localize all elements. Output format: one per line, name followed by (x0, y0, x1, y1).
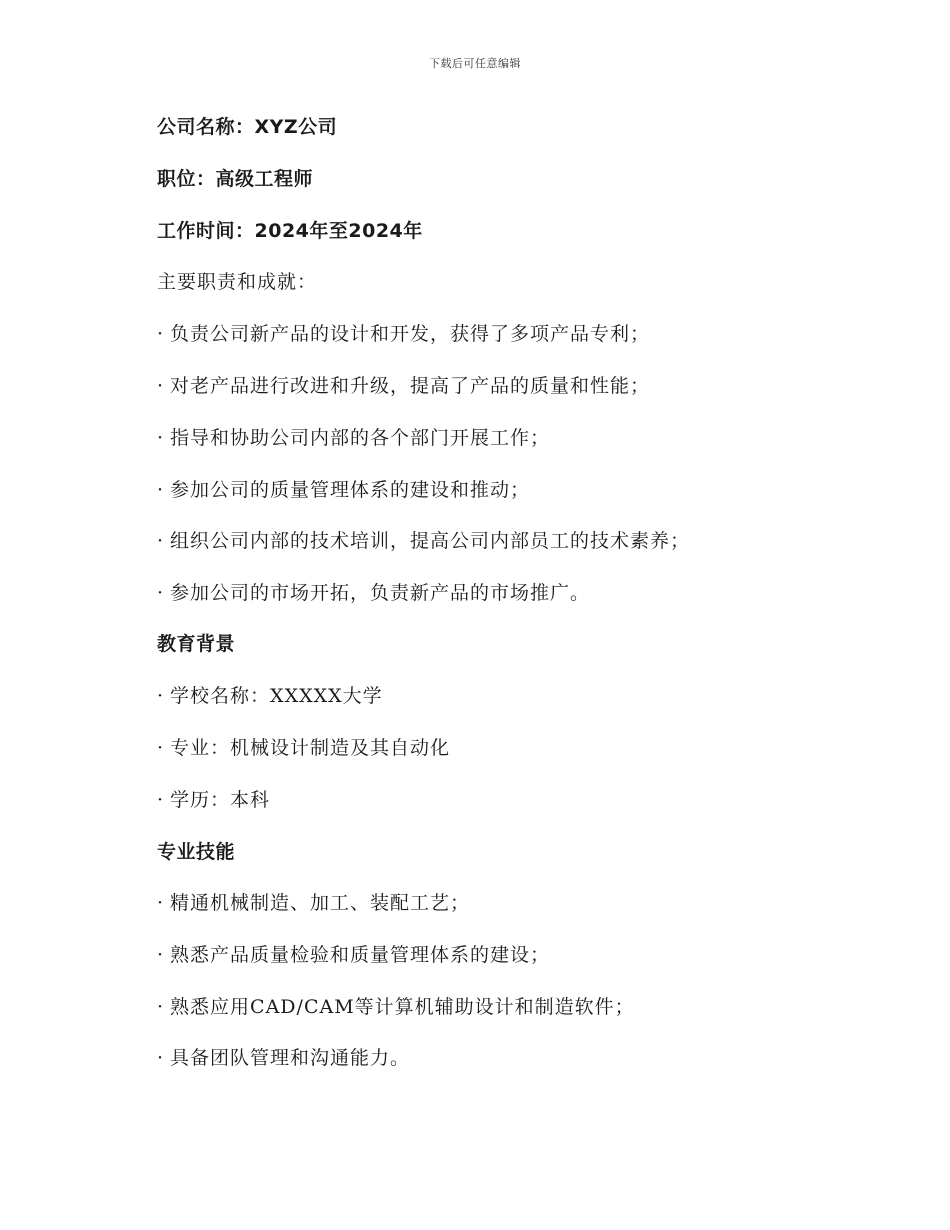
bullet-icon: · (157, 582, 165, 604)
duty-text: 组织公司内部的技术培训，提高公司内部员工的技术素养； (170, 530, 691, 552)
duty-item (157, 426, 550, 450)
education-item (157, 788, 270, 812)
duty-text: 参加公司的质量管理体系的建设和推动； (170, 479, 531, 501)
skill-item (157, 995, 635, 1019)
education-text: 专业：机械设计制造及其自动化 (170, 737, 451, 759)
bullet-icon: · (157, 530, 165, 552)
bullet-icon: · (157, 323, 165, 345)
skill-item (157, 943, 550, 967)
duty-item (157, 322, 650, 346)
bullet-icon: · (157, 892, 165, 914)
duty-item (157, 529, 690, 553)
company-name: 公司名称：XYZ公司 (157, 116, 338, 138)
duty-text: 对老产品进行改进和升级，提高了产品的质量和性能； (170, 375, 651, 397)
skill-text: 具备团队管理和沟通能力。 (170, 1047, 411, 1069)
education-item (157, 736, 450, 760)
duty-text: 指导和协助公司内部的各个部门开展工作； (170, 427, 551, 449)
education-item (157, 684, 383, 708)
education-heading: 教育背景 (157, 633, 236, 655)
bullet-icon: · (157, 737, 165, 759)
bullet-icon: · (157, 944, 165, 966)
skills-heading: 专业技能 (157, 841, 236, 863)
bullet-icon: · (157, 1047, 165, 1069)
skill-text: 精通机械制造、加工、装配工艺； (170, 892, 471, 914)
duty-text: 负责公司新产品的设计和开发，获得了多项产品专利； (170, 323, 651, 345)
skill-text: 熟悉产品质量检验和质量管理体系的建设； (170, 944, 551, 966)
bullet-icon: · (157, 685, 165, 707)
bullet-icon: · (157, 479, 165, 501)
education-text: 学历：本科 (170, 789, 271, 811)
duty-item (157, 374, 650, 398)
page-header-note: 下载后可任意编辑 (429, 57, 521, 70)
bullet-icon: · (157, 375, 165, 397)
duty-text: 参加公司的市场开拓，负责新产品的市场推广。 (170, 582, 591, 604)
duty-item (157, 478, 530, 502)
education-text: 学校名称：XXXXX大学 (170, 685, 383, 707)
work-period: 工作时间：2024年至2024年 (157, 220, 423, 242)
skill-text: 熟悉应用CAD/CAM等计算机辅助设计和制造软件； (170, 996, 635, 1018)
duties-heading: 主要职责和成就： (157, 271, 318, 293)
bullet-icon: · (157, 427, 165, 449)
job-position: 职位：高级工程师 (157, 168, 314, 190)
skill-item (157, 891, 470, 915)
duty-item (157, 581, 590, 605)
skill-item (157, 1046, 410, 1070)
bullet-icon: · (157, 996, 165, 1018)
bullet-icon: · (157, 789, 165, 811)
